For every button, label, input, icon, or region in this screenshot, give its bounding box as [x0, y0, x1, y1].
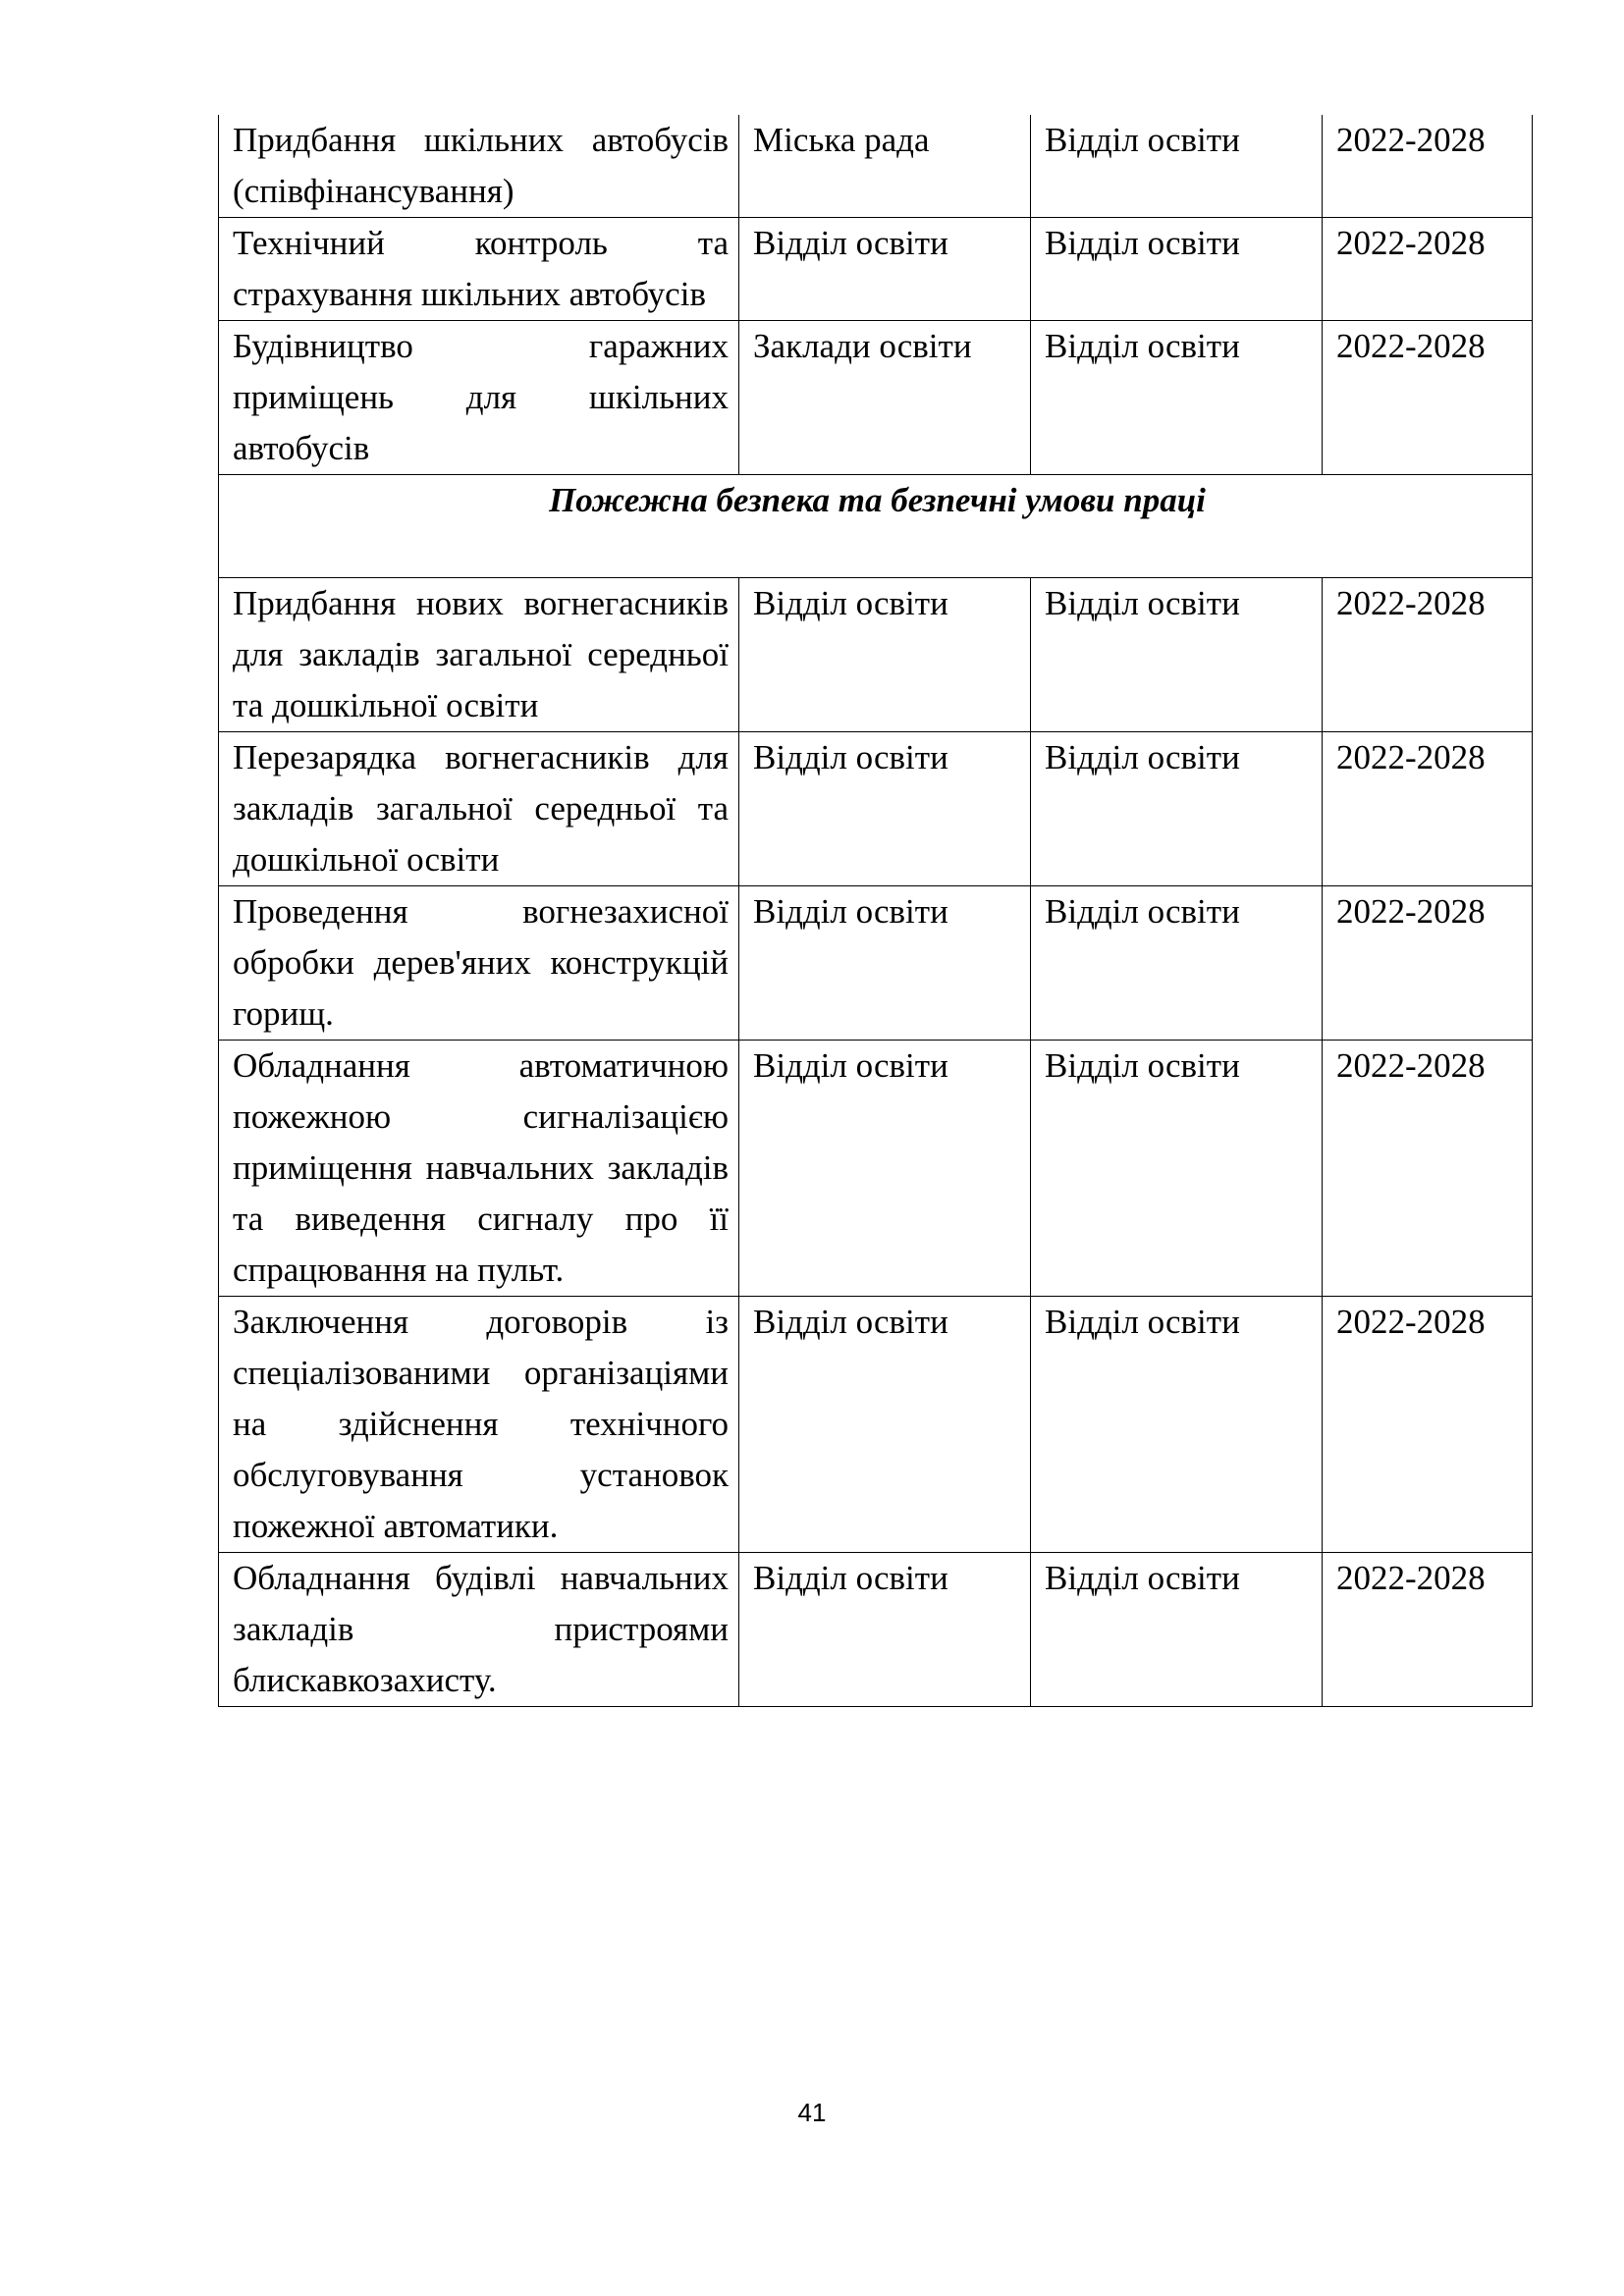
- table-row: [219, 1041, 1533, 1297]
- table-row: [219, 321, 1533, 475]
- section-title: Пожежна безпека та безпечні умови праці: [219, 475, 1533, 578]
- measure-responsible: Відділ освіти: [1031, 1041, 1323, 1297]
- measure-description: Придбання нових вогнегасників для закладів загальної середньої та дошкільної освіти: [219, 578, 739, 732]
- measure-responsible: Відділ освіти: [1031, 115, 1323, 218]
- table-row: [219, 218, 1533, 321]
- table-row: [219, 732, 1533, 886]
- section-row: [219, 475, 1533, 578]
- measure-executor: Відділ освіти: [739, 732, 1031, 886]
- measure-term: 2022-2028: [1323, 1297, 1533, 1553]
- table-row: [219, 115, 1533, 218]
- measure-term: 2022-2028: [1323, 1041, 1533, 1297]
- measure-executor: Відділ освіти: [739, 1553, 1031, 1707]
- measure-description: Будівництво гаражних приміщень для шкільних автобусів: [219, 321, 739, 475]
- measure-responsible: Відділ освіти: [1031, 321, 1323, 475]
- table-row: [219, 886, 1533, 1041]
- measure-responsible: Відділ освіти: [1031, 578, 1323, 732]
- measure-description: Обладнання будівлі навчальних закладів пристроями блискавкозахисту.: [219, 1553, 739, 1707]
- measure-description: Обладнання автоматичною пожежною сигналізацією приміщення навчальних закладів та виведення сигналу про її спрацювання на пульт.: [219, 1041, 739, 1297]
- measure-term: 2022-2028: [1323, 321, 1533, 475]
- measure-executor: Відділ освіти: [739, 218, 1031, 321]
- measure-term: 2022-2028: [1323, 886, 1533, 1041]
- page-number: 41: [797, 2098, 827, 2127]
- measure-description: Проведення вогнезахисної обробки дерев'яних конструкцій горищ.: [219, 886, 739, 1041]
- measure-description: Технічний контроль та страхування шкільних автобусів: [219, 218, 739, 321]
- measure-description: Перезарядка вогнегасників для закладів загальної середньої та дошкільної освіти: [219, 732, 739, 886]
- measure-responsible: Відділ освіти: [1031, 886, 1323, 1041]
- measure-executor: Відділ освіти: [739, 1041, 1031, 1297]
- table-row: [219, 578, 1533, 732]
- measure-term: 2022-2028: [1323, 1553, 1533, 1707]
- measure-description: Придбання шкільних автобусів (співфінансування): [219, 115, 739, 218]
- measure-executor: Відділ освіти: [739, 578, 1031, 732]
- measure-term: 2022-2028: [1323, 115, 1533, 218]
- measure-description: Заключення договорів із спеціалізованими організаціями на здійснення технічного обслуговування установок пожежної автоматики.: [219, 1297, 739, 1553]
- measure-executor: Відділ освіти: [739, 1297, 1031, 1553]
- measure-term: 2022-2028: [1323, 578, 1533, 732]
- table-row: [219, 1297, 1533, 1553]
- measure-term: 2022-2028: [1323, 218, 1533, 321]
- measure-executor: Заклади освіти: [739, 321, 1031, 475]
- measure-responsible: Відділ освіти: [1031, 218, 1323, 321]
- table-row: [219, 1553, 1533, 1707]
- measure-term: 2022-2028: [1323, 732, 1533, 886]
- measures-table: [218, 115, 1533, 1707]
- measure-responsible: Відділ освіти: [1031, 1553, 1323, 1707]
- measure-responsible: Відділ освіти: [1031, 732, 1323, 886]
- measure-executor: Відділ освіти: [739, 886, 1031, 1041]
- measure-executor: Міська рада: [739, 115, 1031, 218]
- measure-responsible: Відділ освіти: [1031, 1297, 1323, 1553]
